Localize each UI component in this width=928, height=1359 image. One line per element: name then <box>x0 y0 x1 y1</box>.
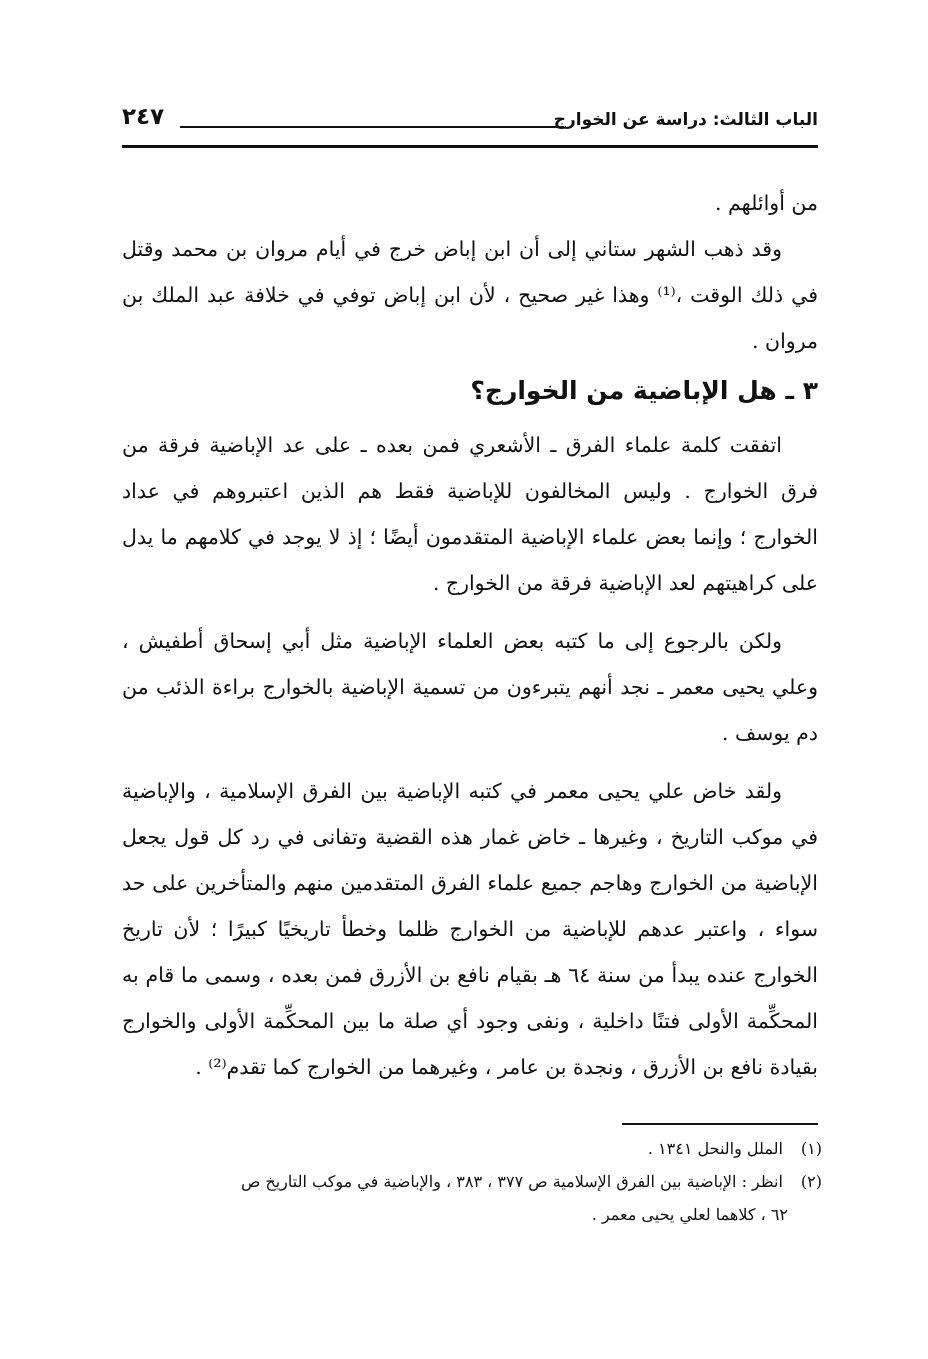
footnotes <box>122 1132 822 1231</box>
footnote-2-continuation: ٦٢ ، كلاهما لعلي يحيى معمر . <box>591 1205 788 1224</box>
footnote-text: الملل والنحل ١٣٤١ . <box>647 1139 783 1158</box>
paragraph-continuation: من أوائلهم . <box>714 191 818 215</box>
running-header <box>122 100 818 140</box>
paragraph: ولكن بالرجوع إلى ما كتبه بعض العلماء الإباضية مثل أبي إسحاق أطفيش ، وعلي يحيى معمر ـ نجد أنهم يتبرءون من تسمية الإباضية بالخوارج براءة الذئب من دم يوسف . <box>122 629 818 745</box>
header-rule <box>122 145 818 148</box>
footnote-text: انظر : الإباضية بين الفرق الإسلامية ص ٣٧٧ ، ٣٨٣ ، والإباضية في موكب التاريخ ص <box>240 1172 783 1191</box>
main-text <box>122 180 818 1090</box>
footnote-number: (١) <box>800 1139 822 1158</box>
page-number: ٢٤٧ <box>122 104 165 130</box>
paragraph: وقد ذهب الشهر ستاني إلى أن ابن إباض خرج في أيام مروان بن محمد وقتل في ذلك الوقت ،⁽¹⁾ وهذا غير صحيح ، لأن ابن إباض توفي في خلافة عبد الملك بن مروان . <box>122 237 818 353</box>
footnote-separator <box>622 1123 818 1125</box>
footnote-1 <box>122 1132 822 1165</box>
section-heading: ٣ ـ هل الإباضية من الخوارج؟ <box>470 376 818 405</box>
paragraph: اتفقت كلمة علماء الفرق ـ الأشعري فمن بعده ـ على عد الإباضية فرقة من فرق الخوارج . وليس المخالفون للإباضية فقط هم الذين اعتبروهم في عداد الخوارج ؛ وإنما بعض علماء الإباضية المتقدمون أيضًا ؛ إذ لا يوجد في كلامهم ما يدل على كراهيتهم لعد الإباضية فرقة من الخوارج . <box>122 433 818 595</box>
header-inline-rule <box>180 126 564 128</box>
footnote-2 <box>122 1165 822 1198</box>
footnote-number: (٢) <box>800 1172 822 1191</box>
chapter-title: الباب الثالث: دراسة عن الخوارج <box>553 110 818 130</box>
paragraph: ولقد خاض علي يحيى معمر في كتبه الإباضية بين الفرق الإسلامية ، والإباضية في موكب التاريخ ، وغيرها ـ خاض غمار هذه القضية وتفانى في رد كل قول يجعل الإباضية من الخوارج وهاجم جميع علماء الفرق المتقدمين منهم والمتأخرين على حد سواء ، واعتبر عدهم للإباضية من الخوارج ظلما وخطأ تاريخيًا كبيرًا ؛ لأن تاريخ الخوارج عنده يبدأ من سنة ٦٤ هـ بقيام نافع بن الأزرق فمن بعده ، وسمى ما قام به المحكِّمة الأولى فتنًا داخلية ، ونفى وجود أي صلة ما بين المحكِّمة الأولى والخوارج بقيادة نافع بن الأزرق ، ونجدة بن عامر ، وغيرهما من الخوارج كما تقدم⁽²⁾ . <box>122 779 818 1079</box>
